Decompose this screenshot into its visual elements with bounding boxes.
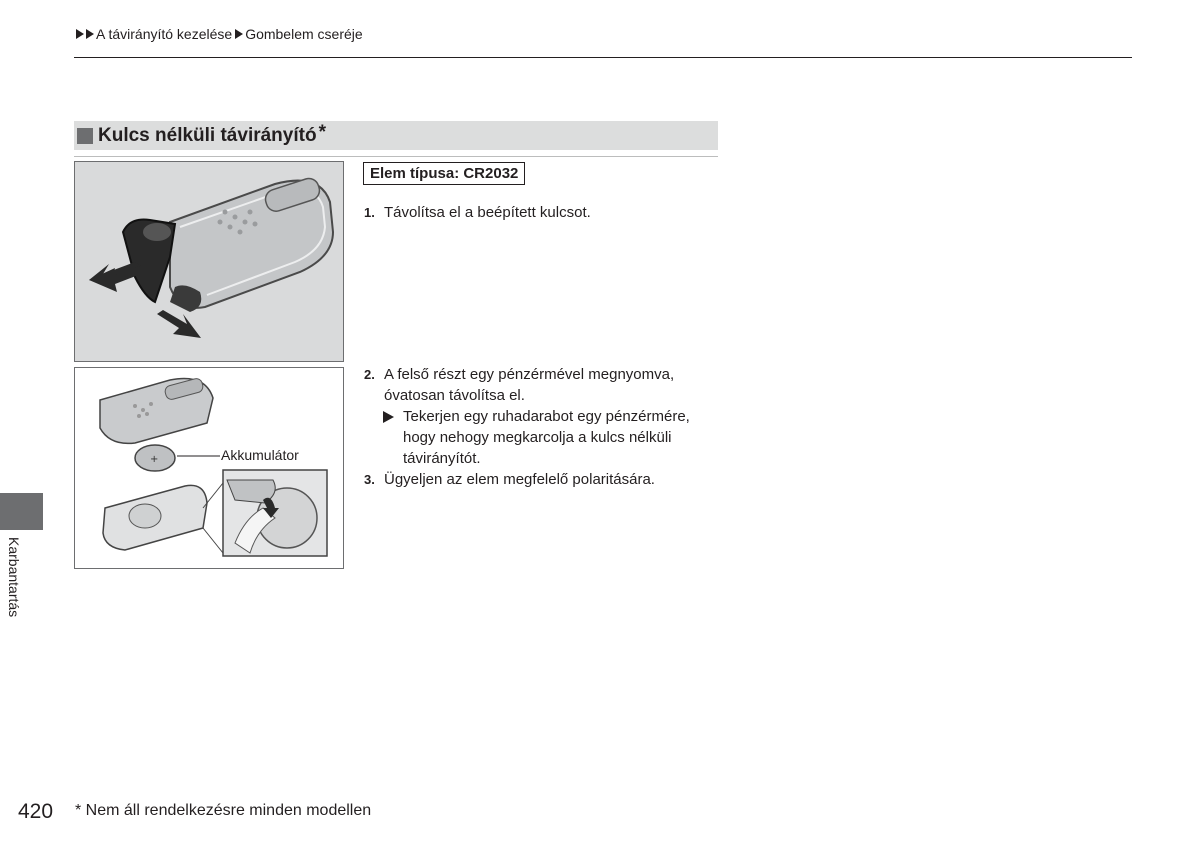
step-number: 1. (364, 205, 375, 220)
chapter-tab[interactable] (0, 493, 43, 530)
footnote: * Nem áll rendelkezésre minden modellen (75, 802, 372, 819)
section-title: Kulcs nélküli távirányító (98, 124, 317, 146)
page-number: 420 (18, 800, 54, 823)
footnote-marker: * (318, 121, 326, 143)
chapter-tab-text: Karbantartás (6, 537, 22, 618)
step-item (364, 202, 724, 224)
breadcrumb-arrow-icon (76, 29, 84, 39)
section-marker-icon (77, 128, 93, 144)
header-divider (74, 57, 1132, 58)
step-number: 2. (364, 367, 375, 382)
step-text: A felső részt egy pénzérmével megnyomva, óvatosan távolítsa el. (384, 366, 675, 404)
figure-battery (74, 367, 344, 569)
section-header (74, 121, 718, 150)
step-text: Ügyeljen az elem megfelelő polaritására. (384, 471, 655, 488)
breadcrumb-item[interactable]: Gombelem cseréje (245, 26, 363, 42)
battery-callout-label: Akkumulátor (221, 447, 299, 463)
step-text: Távolítsa el a beépített kulcsot. (384, 204, 591, 221)
note-text: Tekerjen egy ruhadarabot egy pénzérmére, hogy nehogy megkarcolja a kulcs nélküli távirányítót. (403, 408, 690, 467)
key-fob-removal-illustration (75, 162, 343, 361)
step-item (364, 469, 724, 491)
breadcrumb-arrow-icon (86, 29, 94, 39)
section-divider (74, 156, 718, 157)
breadcrumb-item[interactable]: A távirányító kezelése (96, 26, 233, 42)
step-number: 3. (364, 472, 375, 487)
battery-type-box: Elem típusa: CR2032 (363, 162, 525, 185)
battery-replacement-illustration (75, 368, 343, 568)
breadcrumb-arrow-icon (235, 29, 243, 39)
chapter-tab-label (6, 537, 22, 617)
figure-remove-key (74, 161, 344, 362)
svg-text:+: + (150, 454, 159, 465)
step-item (364, 364, 724, 408)
breadcrumb (76, 26, 366, 42)
note-arrow-icon (383, 411, 394, 423)
